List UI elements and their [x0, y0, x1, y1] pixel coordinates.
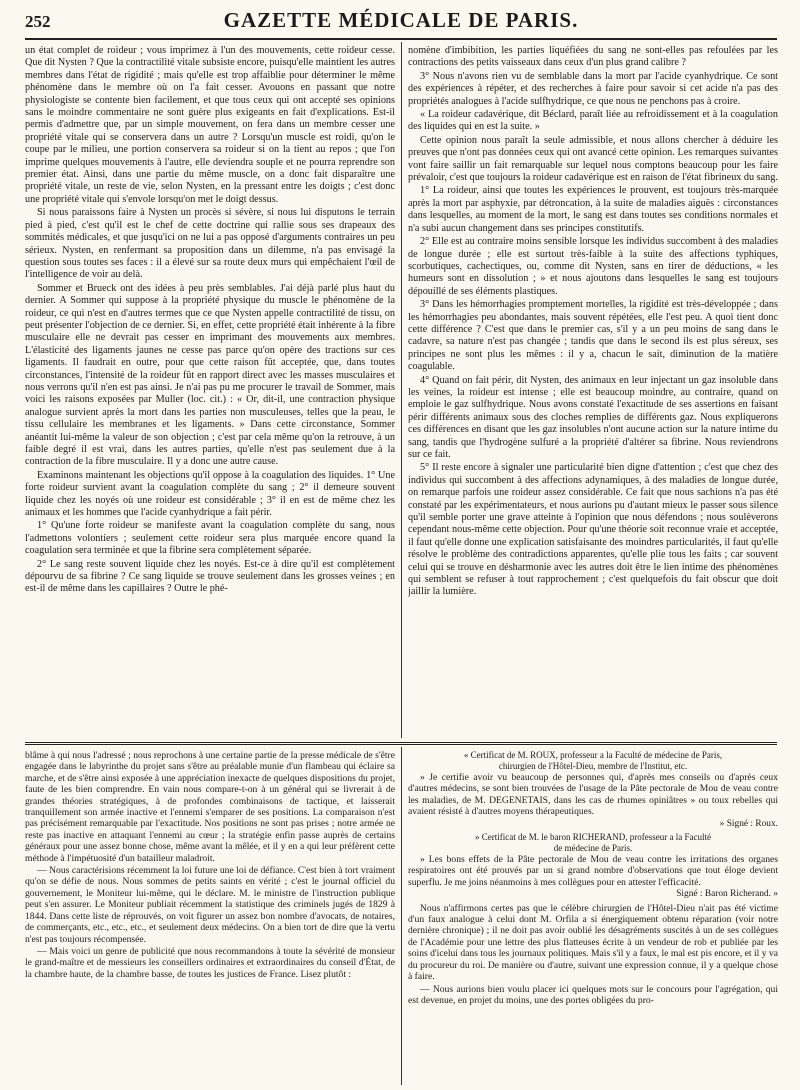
certificate-subtitle: de médecine de Paris. [553, 843, 633, 854]
paragraph: Sommer et Brueck ont des idées à peu près semblables. J'ai déjà parlé plus haut du dernier. A Sommer qui suppose à la propriété physique du muscle le phénomène de la roideur, ce qui n'est en d'autres termes que ce que Nysten appelle contractilité de tissu, on peut présenter l'objection de ce dernier. Si, en effet, cette propriété était inhérente à la fibre musculaire elle ne devrait pas cesser en imprimant des mouvements aux membres. L'élasticité des ligaments jaunes ne cesse pas parce qu'on opère des tractions sur ces ligaments. Il faudrait en outre, pour que cette raison fût acceptée, que, dans toutes circonstances, l'intensité de la roideur fût en rapport direct avec les masses musculaires et nous verrons qu'il n'en est pas ainsi. Je n'ai pas pu me procurer le travail de Sommer, mais voici les raisons exposées par Muller (loc. cit.) : « Or, dit-il, une contraction physique analogue survient après la mort dans les parties non musculeuses, telles que la peau, le tissu cellulaire les membranes et les ligaments. » Dans cette circonstance, Sommer anéantit lui-même la valeur de son objection ; c'est par cela même qu'on la retrouve, à un faible degré il est vrai, dans les autres parties, qu'elle n'est pas seulement due à la contraction de la fibre musculaire. Il y a donc une autre cause. [25, 282, 395, 468]
paragraph: — Nous aurions bien voulu placer ici quelques mots sur le concours pour l'agrégation, qui est devenue, en projet du moins, une des portes obligées du pro- [408, 983, 778, 1006]
header-rule [25, 38, 777, 40]
paragraph: — Nous caractérisions récemment la loi future une loi de défiance. C'est bien à tort vraiment qu'on se défie de nous. Nous sommes de petits saints en vérité ; c'est le journal officiel du gouvernement, le Moniteur lui-même, qui le déclare. M. le ministre de l'instruction publique peut s'en assurer. Le Moniteur publiait récemment la statistique des criminels jugés de 1829 à 1844. Dans cette liste de réprouvés, on voit figurer un assez bon nombre d'avocats, de notaires, de commerçants, etc., etc., etc., et seulement deux médecins. On a bien tort de dire que la vertu n'est pas toujours récompensée. [25, 865, 395, 945]
column-divider-top [401, 42, 402, 738]
certificate-signature: Signé : Baron Richerand. » [676, 889, 778, 900]
paragraph: « La roideur cadavérique, dit Béclard, paraît liée au refroidissement et à la coagulation des liquides qui en est la suite. » [408, 109, 778, 133]
certificate-title: » Certificat de M. le baron RICHERAND, professeur a la Faculté [475, 832, 711, 843]
page-header [25, 4, 777, 38]
page-number: 252 [25, 12, 51, 31]
article-column-left [25, 45, 395, 737]
section-separator [25, 742, 777, 745]
paragraph: 3° Nous n'avons rien vu de semblable dans la mort par l'acide cyanhydrique. Ce sont des expériences à répéter, et des recherches à faire pour savoir si cet acide n'a pas des propriétés analogues à l'acide sulfhydrique, ce que nous ne penchons pas à croire. [408, 70, 778, 107]
certificate-subtitle: chirurgien de l'Hôtel-Dieu, membre de l'Institut, etc. [498, 761, 688, 771]
paragraph: 1° Qu'une forte roideur se manifeste avant la coagulation complète du sang, nous l'admettons volontiers ; seulement cette roideur sera plus marquée encore quand la coagulation sera terminée et que la fibrine sera complètement séparée. [25, 520, 395, 557]
certificate-title: « Certificat de M. ROUX, professeur a la Faculté de médecine de Paris, [463, 750, 723, 760]
paragraph: — Mais voici un genre de publicité que nous recommandons à toute la sévérité de monsieur le grand-maître et de messieurs les conseillers ordinaires et extraordinaires du conseil d'État, de la chambre haute, de la chambre basse, de toutes les justices de France. Lisez plutôt : [25, 945, 395, 980]
paragraph: blâme à qui nous l'adressé ; nous reprochons à une certaine partie de la presse médicale de s'être engagée dans le labyrinthe du projet sans s'être au préalable munie d'un flambeau qui éclaire sa marche, et de s'être ainsi exposée à une appréciation inexacte de quelques dispositions du projet, faute de les bien comprendre. En vain nous compare-t-on à un général qui se livrerait à de grandes théories stratégiques, à de profondes combinaisons de tactique, et laisserait tranquillement son armée inactive et l'ennemi s'emparer de ses positions. La comparaison n'est pas précisément remarquable par l'exactitude. Nos positions ne sont pas prises ; notre armée ne reste pas inactive en attaquant l'ennemi au cœur ; la stratégie enfin passe auprès de certains généraux pour une assez bonne chose, même avant la mêlée, et il y en a qui leur préfèrent cette méthode à l'impétuosité d'un batailleur maladroit. [25, 750, 395, 864]
chronicle-column-right [408, 750, 778, 1086]
paragraph: un état complet de roideur ; vous imprimez à l'un des mouvements, cette roideur cesse. Que dit Nysten ? Que la contractilité vitale subsiste encore, puisqu'elle maintient les autres membres dans l'état de rigidité ; mais qu'elle est trop affaiblie pour déterminer le même phénomène dans le membre où on l'a fait cesser. Avouons en passant que notre physiologiste se contente bien facilement, et que tous ceux qui ont accepté ses opinions sans le moindre commentaire ne sont guère plus exigeants en fait d'explications. Est-il permis d'admettre que, par un simple mouvement, on fera dans un membre cesser une propriété vitale qui se conservera dans un autre ? Lorsqu'un muscle est roidi, qu'on le coupe par le milieu, une portion conservera sa roideur si on la tient au repos ; que l'on imprime quelques mouvements à l'autre, elle deviendra souple et ne pourra reprendre son premier état. Ainsi, dans une partie du même muscle, on a donc fait disparaître une propriété vitale, un reste de vie, selon Nysten, en la pressant entre les doigts ; c'est donc une propriété vitale qui s'envole lorsqu'on met le doigt dessus. [25, 45, 395, 205]
paragraph: 3° Dans les hémorrhagies promptement mortelles, la rigidité est très-développée ; dans les hémorrhagies peu abondantes, mais souvent répétées, elle l'est peu. A quoi tient donc cette différence ? C'est que dans le premier cas, s'il y a un peu moins de sang dans le cadavre, sa nature n'est pas changée ; tandis que dans le second ils est plus séreux, ses principes ne sont plus les mêmes : il y a, chacun le sait, diminution de la matière coagulable. [408, 299, 778, 373]
paragraph: 4° Quand on fait périr, dit Nysten, des animaux en leur injectant un gaz insoluble dans les veines, la roideur est intense ; elle est beaucoup moindre, au contraire, quand on emploie le gaz sulfhydrique. Nous avons constaté l'exactitude de ses assertions en faisant périr différents animaux sous des cloches remplies de différents gaz. Nous expliquerons ces différences en disant que les gaz insolubles n'ont aucune action sur la nature intime du sang, tandis que l'hydrogène sulfuré a la propriété d'altérer sa fibrine. Nous reviendrons sur ce fait. [408, 374, 778, 460]
article-column-right [408, 45, 778, 737]
chronicle-column-left [25, 750, 395, 1086]
journal-title: GAZETTE MÉDICALE DE PARIS. [223, 8, 579, 32]
paragraph: 5° Il reste encore à signaler une particularité bien digne d'attention ; c'est que chez des individus qui succombent à des affections adynamiques, à des maladies de longue durée, on remarque parfois une roideur assez considérable. Ce fait que nous sachions n'a pas été constaté par les expérimentateurs, et nous aurions pu d'autant mieux le passer sous silence qu'il semble porter une grave atteinte à l'opinion que nous défendons ; nous soulèverons cependant nous-même cette objection. Pour qu'une théorie soit reconnue vraie et acceptée, il faut qu'elle donne une explication satisfaisante des moindres particularités, il faut qu'elle résolve le problème des contradictions apparentes, qu'elle plie tous les faits ; car souvent celui qui se trouve en désharmonie avec les autres doit être le lien intime des phénomènes qui semblent se refuser à tout rapprochement ; c'est quelquefois du fait obscur que doit jaillir la lumière. [408, 462, 778, 598]
paragraph: nomène d'imbibition, les parties liquéfiées du sang ne sont-elles pas refoulées par les contractions des petits vaisseaux dans ceux d'un plus grand calibre ? [408, 45, 778, 69]
certificate-signature: » Signé : Roux. [719, 818, 778, 829]
paragraph: 2° Elle est au contraire moins sensible lorsque les individus succombent à des maladies de longue durée ; elle est surtout très-faible à la suite des affections typhiques, scorbutiques, cachectiques, ou, comme dit Nysten, sans en tirer de déductions, « les humeurs sont en dissolution ; » et nous ajoutons dans lesquelles le sang est toujours dépouillé de ses éléments plastiques. [408, 236, 778, 297]
certificate-text: » Les bons effets de la Pâte pectorale de Mou de veau contre les irritations des organes respiratoires ont été prouvés par un si grand nombre d'observations que tout éloge devient superflu. Je me joins néanmoins à mes collègues pour en attester l'efficacité. [408, 854, 778, 888]
paragraph: Cette opinion nous paraît la seule admissible, et nous allons chercher à déduire les preuves que n'ont pas données ceux qui ont avancé cette opinion. Les remarques suivantes vont faire saillir un fait remarquable sur lequel nous comptons beaucoup pour les faire prévaloir, c'est que toujours la roideur cadavérique est en raison de l'état fibrineux du sang. [408, 134, 778, 184]
paragraph: Nous n'affirmons certes pas que le célèbre chirurgien de l'Hôtel-Dieu n'ait pas été victime d'un faux analogue à celui dont M. Orfila a si énergiquement obtenu réparation (voir notre dernière chronique) ; il ne doit pas avoir oublié les désagréments suscités à un de ses collègues de l'Académie pour une lettre des plus flatteuses écrite à un vendeur de rob et publiée par les soins d'icelui dans tous les journaux politiques. Mais s'il y a faux, le mal est pis encore, et il y va du procureur du roi. De manière ou d'autre, suivant une expression connue, il y a quelque chose à faire. [408, 902, 778, 983]
column-divider-bottom [401, 747, 402, 1085]
paragraph: Examinons maintenant les objections qu'il oppose à la coagulation des liquides. 1° Une forte roideur survient avant la coagulation complète du sang ; 2° il demeure souvent liquide chez les noyés où une roideur est considérable ; 3° il en est de même chez les animaux et les hommes que l'acide cyanhydrique a fait périr. [25, 469, 395, 519]
certificate-text: » Je certifie avoir vu beaucoup de personnes qui, d'après mes conseils ou d'après ceux d'autres médecins, se sont bien trouvées de l'usage de la Pâte pectorale de Mou de veau contre les maladies, de M. DEGENETAIS, dans les cas de rhumes opiniâtres » ou toux rebelles qui avaient résisté à d'autres moyens thérapeutiques. [408, 772, 778, 818]
paragraph: 1° La roideur, ainsi que toutes les expériences le prouvent, est toujours très-marquée après la mort par asphyxie, par détroncation, à la suite de maladies aiguës : circonstances dans lesquelles, au moment de la mort, le sang est dans toutes ses conditions normales et n'a subi aucun changement dans ses principes constitutifs. [408, 185, 778, 234]
paragraph: 2° Le sang reste souvent liquide chez les noyés. Est-ce à dire qu'il est complètement dépourvu de sa fibrine ? Ce sang liquide se trouve seulement dans les grosses veines ; en est-il de même dans les capillaires ? Outre le phé- [25, 558, 395, 595]
paragraph: Si nous paraissons faire à Nysten un procès si sévère, si nous lui disputons le terrain pied à pied, c'est qu'il est le chef de cette doctrine qui rallie sous ses drapeaux des sommités médicales, et que jusqu'ici on ne lui a pas opposé d'arguments contraires un peu sérieux. Nysten, en renfermant sa proposition dans un dilemme, n'a pas envisagé la question sous toutes ses faces : il a élevé sur sa route deux murs qui empêchaient l'œil de l'intelligence de voir au delà. [25, 207, 395, 281]
